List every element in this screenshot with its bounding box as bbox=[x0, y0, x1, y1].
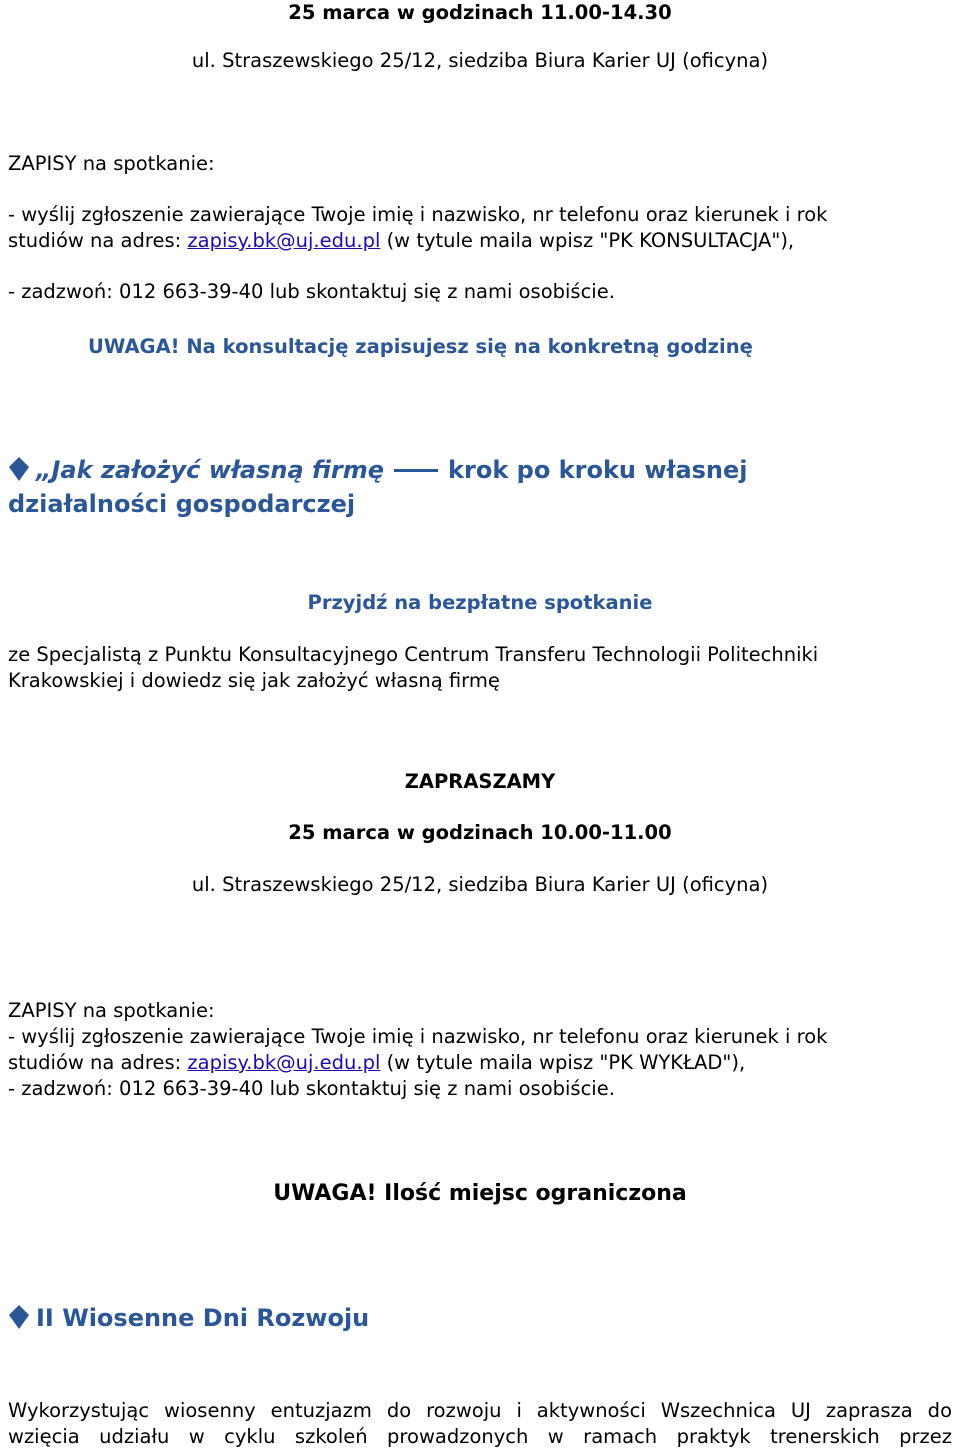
event1-send-line-2 bbox=[8, 228, 952, 254]
section2-send-suffix: (w tytule maila wpisz "PK WYKŁAD"), bbox=[380, 1051, 746, 1074]
diamond-icon bbox=[8, 456, 30, 482]
event1-send-line-1: - wyślij zgłoszenie zawierające Twoje imię i nazwisko, nr telefonu oraz kierunek i rok bbox=[8, 203, 828, 226]
section2-email-link[interactable]: zapisy.bk@uj.edu.pl bbox=[187, 1051, 381, 1074]
section2-call-line: - zadzwoń: 012 663-39-40 lub skontaktuj się z nami osobiście. bbox=[8, 1077, 615, 1100]
section2-send-line-2 bbox=[8, 1050, 952, 1076]
section3-title bbox=[8, 1302, 952, 1334]
event1-date: 25 marca w godzinach 11.00-14.30 bbox=[288, 1, 672, 24]
section2-title-line2: działalności gospodarczej bbox=[8, 490, 356, 518]
section2-desc-line1: ze Specjalistą z Punktu Konsultacyjnego Centrum Transferu Technologii Politechniki bbox=[8, 643, 819, 666]
section2-invite: Przyjdź na bezpłatne spotkanie bbox=[307, 591, 653, 614]
section2-send-line-1: - wyślij zgłoszenie zawierające Twoje imię i nazwisko, nr telefonu oraz kierunek i rok bbox=[8, 1025, 828, 1048]
event1-note-text: Na konsultację zapisujesz się na konkretną godzinę bbox=[179, 335, 753, 358]
event1-note bbox=[88, 334, 952, 360]
event1-place: ul. Straszewskiego 25/12, siedziba Biura Karier UJ (oficyna) bbox=[191, 49, 769, 72]
section2-date: 25 marca w godzinach 10.00-11.00 bbox=[288, 821, 672, 844]
section3-para-line2: wzięcia udziału w cyklu szkoleń prowadzonych w ramach praktyk trenerskich przez bbox=[8, 1425, 952, 1448]
section2-title-part2: krok po kroku własnej bbox=[448, 456, 748, 484]
section3-title-text: II Wiosenne Dni Rozwoju bbox=[36, 1304, 370, 1332]
section2-send-prefix: studiów na adres: bbox=[8, 1051, 188, 1074]
event1-call-line: - zadzwoń: 012 663-39-40 lub skontaktuj się z nami osobiście. bbox=[8, 280, 615, 303]
section2-note: UWAGA! Ilość miejsc ograniczona bbox=[273, 1181, 687, 1206]
event1-send-suffix: (w tytule maila wpisz "PK KONSULTACJA"), bbox=[380, 229, 795, 252]
section2-signup-heading: ZAPISY na spotkanie: bbox=[8, 999, 215, 1022]
section2-place: ul. Straszewskiego 25/12, siedziba Biura Karier UJ (oficyna) bbox=[191, 873, 769, 896]
title-dash bbox=[394, 469, 438, 472]
section2-welcome: ZAPRASZAMY bbox=[404, 770, 556, 793]
event1-note-label: UWAGA! bbox=[88, 335, 180, 358]
section2-title-part1: „Jak założyć własną firmę bbox=[36, 456, 385, 484]
event1-email-link[interactable]: zapisy.bk@uj.edu.pl bbox=[187, 229, 381, 252]
event1-send-prefix: studiów na adres: bbox=[8, 229, 188, 252]
event1-signup-heading: ZAPISY na spotkanie: bbox=[8, 152, 215, 175]
section2-desc-line2: Krakowskiej i dowiedz się jak założyć własną firmę bbox=[8, 669, 500, 692]
diamond-icon bbox=[8, 1304, 30, 1330]
section2-title bbox=[8, 454, 952, 486]
section3-para-line1: Wykorzystując wiosenny entuzjazm do rozwoju i aktywności Wszechnica UJ zaprasza do bbox=[8, 1399, 952, 1422]
